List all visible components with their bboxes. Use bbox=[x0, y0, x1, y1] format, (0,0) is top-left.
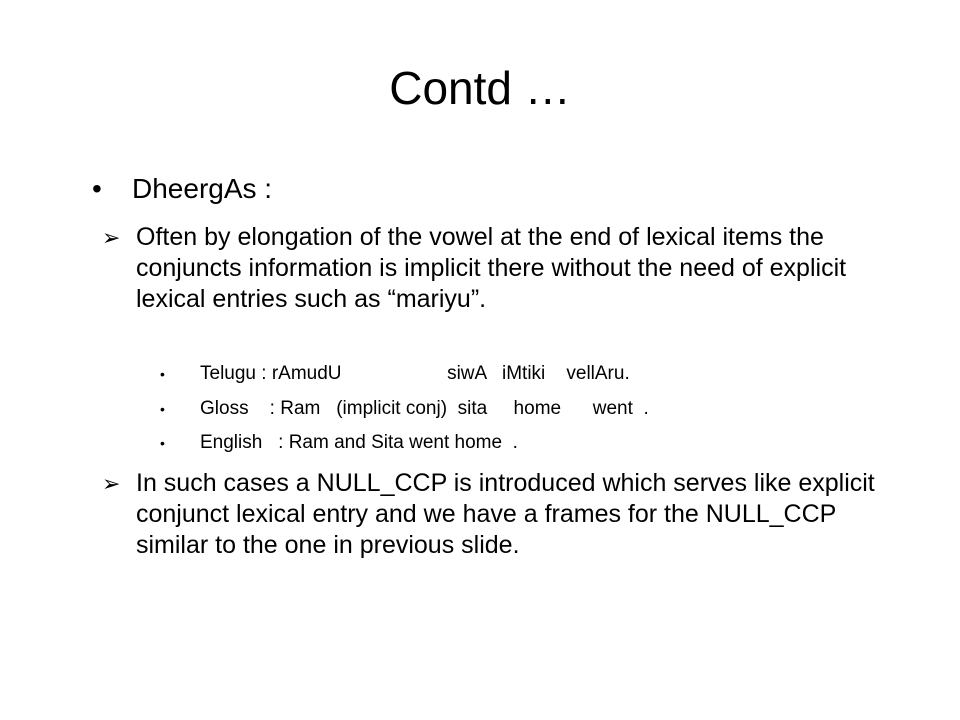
slide-title: Contd … bbox=[389, 62, 571, 114]
example-text-gloss: Gloss : Ram (implicit conj) sita home went . bbox=[200, 398, 649, 419]
point-text-1: Often by elongation of the vowel at the end of lexical items the conjuncts information is implicit there without the need of explicit lexical entries such as “mariyu”. bbox=[136, 223, 847, 313]
bullet-icon: • bbox=[92, 173, 102, 204]
arrow-bullet-icon: ➢ bbox=[102, 471, 121, 496]
arrow-bullet-icon: ➢ bbox=[102, 225, 121, 250]
small-bullet-icon: • bbox=[160, 435, 165, 451]
point-text-2: In such cases a NULL_CCP is introduced which serves like explicit conjunct lexical entry and we have a frames for the NULL_CCP similar to the one in previous slide. bbox=[136, 469, 875, 559]
example-text-english: English : Ram and Sita went home . bbox=[200, 432, 518, 453]
small-bullet-icon: • bbox=[160, 366, 165, 382]
small-bullet-icon: • bbox=[160, 401, 165, 417]
bullet-text: DheergAs : bbox=[132, 173, 273, 204]
example-text-telugu: Telugu : rAmudU siwA iMtiki vellAru. bbox=[200, 363, 630, 384]
